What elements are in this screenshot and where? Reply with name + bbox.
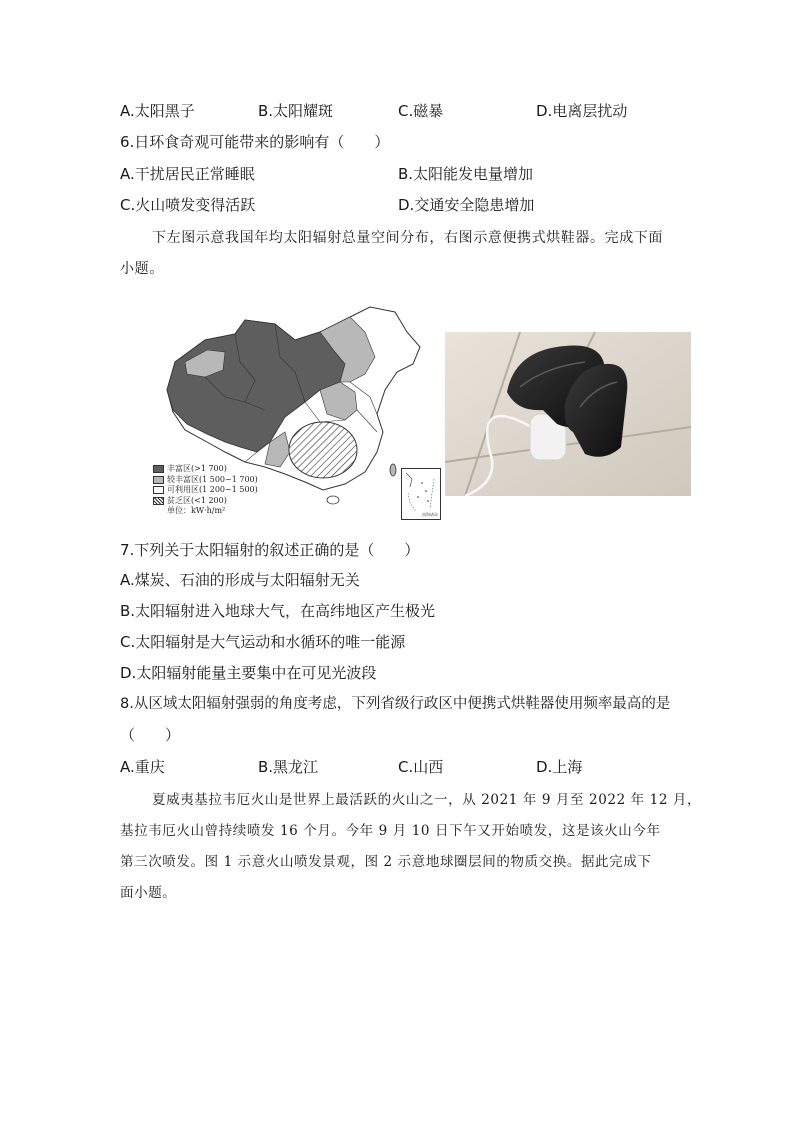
q5-option-d: D.电离层扰动 (536, 102, 628, 120)
q8-option-d: D.上海 (536, 758, 583, 776)
q5-option-c: C.磁暴 (398, 102, 444, 120)
intro2-line4: 面小题。 (120, 885, 177, 901)
intro2-line2: 基拉韦厄火山曾持续喷发 16 个月。今年 9 月 10 日下午又开始喷发，这是该火山今年 (120, 823, 661, 839)
map-legend (153, 464, 258, 517)
legend-label: 可利用区(1 200~1 500) (167, 485, 258, 494)
q6-option-b: B.太阳能发电量增加 (398, 165, 534, 183)
legend-swatch-icon (153, 486, 164, 494)
legend-swatch-icon (153, 497, 164, 505)
legend-swatch-icon (153, 476, 164, 484)
q6-stem: 6.日环食奇观可能带来的影响有（ ） (120, 133, 390, 151)
q7-option-d: D.太阳辐射能量主要集中在可见光波段 (120, 664, 377, 682)
q6-option-a: A.干扰居民正常睡眠 (120, 165, 255, 183)
q6-option-c: C.火山喷发变得活跃 (120, 196, 256, 214)
legend-label: 丰富区(>1 700) (167, 464, 227, 473)
south-china-sea-inset (401, 468, 441, 520)
solar-radiation-map (145, 302, 440, 522)
legend-unit: 单位：kW·h/m² (167, 506, 226, 515)
q7-stem: 7.下列关于太阳辐射的叙述正确的是（ ） (120, 541, 420, 559)
legend-label: 贫乏区(<1 200) (167, 495, 227, 505)
q8-option-a: A.重庆 (120, 758, 165, 776)
legend-item-available (153, 485, 258, 496)
q7-option-b: B.太阳辐射进入地球大气，在高纬地区产生极光 (120, 602, 436, 620)
q8-option-c: C.山西 (398, 758, 444, 776)
inset-label: 南海诸岛 (422, 512, 438, 517)
q5-option-a: A.太阳黑子 (120, 102, 195, 120)
legend-item-more-rich (153, 475, 258, 486)
intro2-line3: 第三次喷发。图 1 示意火山喷发景观，图 2 示意地球圈层间的物质交换。据此完成下 (120, 854, 652, 870)
legend-swatch-icon (153, 465, 164, 473)
shoe-dryer-image-icon (445, 332, 691, 496)
shoe-dryer-photo (445, 332, 691, 496)
q7-option-a: A.煤炭、石油的形成与太阳辐射无关 (120, 571, 360, 589)
legend-label: 较丰富区(1 500~1 700) (167, 474, 258, 484)
intro1-line2: 小题。 (120, 261, 164, 277)
q5-option-b: B.太阳耀斑 (258, 102, 334, 120)
q7-option-c: C.太阳辐射是大气运动和水循环的唯一能源 (120, 633, 406, 651)
legend-item-rich (153, 464, 258, 475)
intro1-line1: 下左图示意我国年均太阳辐射总量空间分布，右图示意便携式烘鞋器。完成下面 (152, 230, 663, 246)
legend-item-poor (153, 496, 258, 507)
q8-option-b: B.黑龙江 (258, 758, 319, 776)
q6-option-d: D.交通安全隐患增加 (398, 196, 535, 214)
q8-stem-cont: （ ） (120, 726, 181, 744)
q8-stem: 8.从区域太阳辐射强弱的角度考虑，下列省级行政区中便携式烘鞋器使用频率最高的是 (120, 696, 671, 712)
intro2-line1: 夏威夷基拉韦厄火山是世界上最活跃的火山之一，从 2021 年 9 月至 2022 年 12 月， (152, 792, 702, 808)
